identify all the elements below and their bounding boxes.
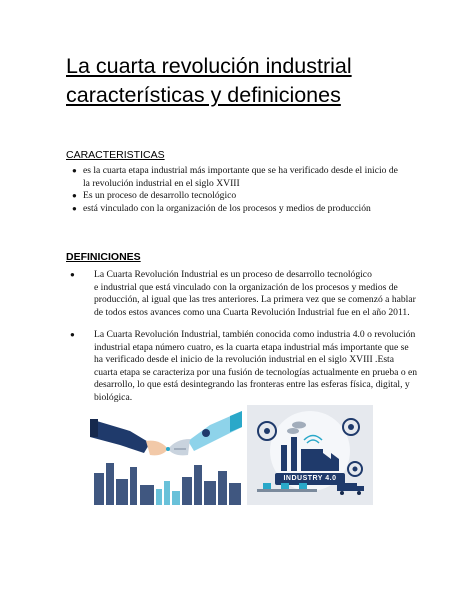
item-text-line: cuarta etapa se caracteriza por una fusión de tecnologías actualmente en prueba o en [94, 366, 418, 378]
handshake-illustration [90, 405, 242, 505]
item-text-line: de todos estos avances como una Cuarta Revolución Industrial fue en el año 2011. [94, 306, 410, 318]
item-text-line: Es un proceso de desarrollo tecnológico [83, 190, 237, 201]
item-text-line: desarrollo, lo que está desintegrando las fronteras entre las esferas física, digital, y [94, 379, 410, 390]
item-text-line: está vinculado con la organización de los procesos y medios de producción [83, 202, 371, 214]
bullet-icon: ● [70, 330, 75, 339]
industry-4-badge: INDUSTRY 4.0 [283, 475, 337, 482]
list-item [66, 203, 396, 216]
page-title [66, 52, 406, 110]
list-item [66, 329, 416, 404]
bullet-icon: ● [72, 191, 77, 200]
item-text-line: es la cuarta etapa industrial más importante que se ha verificado desde el inicio de [83, 165, 398, 176]
item-text-line: producción, al igual que las tres anteriores. La primera vez que se comenzó a hablar [94, 294, 416, 305]
bullet-icon: ● [72, 166, 77, 175]
item-text-line: e industrial que está vinculado con la organización de los procesos y medios de [94, 281, 398, 293]
item-text-line: La Cuarta Revolución Industrial es un proceso de desarrollo tecnológico [94, 269, 372, 280]
title-line-1: La cuarta revolución industrial [66, 54, 352, 78]
list-item [66, 165, 396, 190]
industry-4-illustration [247, 405, 373, 505]
definiciones-heading: DEFINICIONES [66, 251, 141, 263]
item-text-line: ha verificado desde el inicio de la revolución industrial en el siglo XVIII .Esta [94, 354, 394, 365]
list-item [66, 190, 396, 203]
bullet-icon: ● [70, 270, 75, 279]
item-text-line: industrial etapa número cuatro, es la cuarta etapa industrial más importante que se [94, 341, 409, 353]
caracteristicas-heading: CARACTERISTICAS [66, 149, 165, 161]
item-text-line: biológica. [94, 391, 133, 403]
definiciones-list [66, 269, 416, 414]
item-text-line: La Cuarta Revolución Industrial, también conocida como industria 4.0 o revolución [94, 329, 416, 340]
title-line-2: características y definiciones [66, 83, 341, 107]
industry-4-illustration-svg [247, 405, 373, 505]
bullet-icon: ● [72, 203, 77, 213]
list-item [66, 269, 416, 319]
caracteristicas-list [66, 165, 396, 215]
item-text-line: la revolución industrial en el siglo XVIII [83, 177, 240, 189]
handshake-illustration-svg [90, 405, 242, 505]
